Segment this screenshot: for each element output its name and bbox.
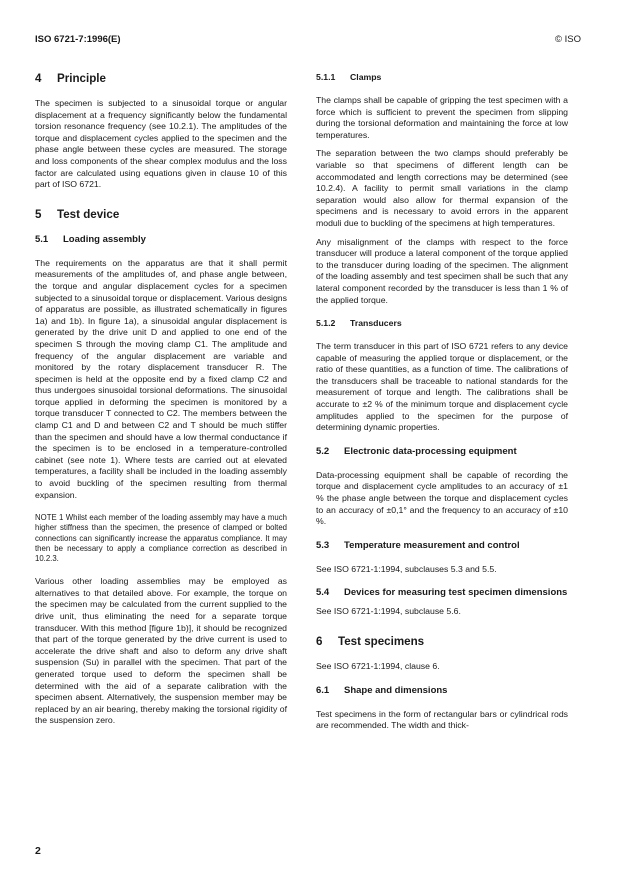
- section-number: 5.4: [316, 587, 330, 599]
- standard-designation: ISO 6721-7:1996(E): [35, 34, 121, 45]
- section-title: Clamps: [350, 72, 382, 82]
- section-5-1-paragraph-1: The requirements on the apparatus are that it shall permit measurements of the amplitudes of, and phase angle between, the torque and angular displacement cycles for a specimen subjected to a sinusoidal torque or displacement. Various designs of apparatus are possible, as illustrated schematically in figures 1a) and 1b). In figure 1a), a sinusoidal angular displacement is generated by the drive unit D and applied to one end of the specimen S through the moving clamp C1. The amplitude and frequency of the angular displacement are variable and monitored by the rotary displacement transducer R. The specimen is held at the opposite end by a fixed clamp C2 and thus undergoes sinusoidal torsional deformations. The sinusoidal torque applied in deforming the specimen is monitored by a torque transducer T connected to C2. The members between the clamp C1 and D and between C2 and T should be much stiffer than the specimen and should have a low thermal conductance if the specimen is to be enclosed in a temperature-controlled cabinet (see note 1). Where tests are carried out at elevated temperatures, a facility shall be included in the loading assembly to avoid buckling of the specimen resulting from thermal expansion.: [35, 257, 287, 500]
- right-column: [316, 72, 568, 732]
- section-number: 5.2: [316, 445, 330, 457]
- section-4-text: The specimen is subjected to a sinusoidal torque or angular displacement at a frequency significantly below the fundamental torsion resonance frequency (see 10.2.1). The amplitudes of the torque and displacement cycles applied to the specimen and the phase angle between these cycles are measured. The storage and loss components of the shear complex modulus and the loss factor are calculated using equations given in clause 10 of this part of ISO 6721.: [35, 98, 287, 190]
- note-1: NOTE 1 Whilst each member of the loading assembly may have a much higher stiffness than the specimen, the presence of clamped or bolted connections can significantly increase the apparatus compliance. It may then be necessary to apply a compliance correction as described in 10.2.3.: [35, 513, 287, 564]
- section-number: 5.1.2: [316, 318, 336, 329]
- copyright-mark: © ISO: [554, 34, 581, 45]
- section-5-4-paragraph-1: See ISO 6721-1:1994, subclause 5.6.: [316, 606, 461, 617]
- section-title: Transducers: [350, 318, 402, 329]
- section-number: 4: [35, 72, 42, 85]
- section-title: Devices for measuring test specimen dimensions: [344, 587, 568, 599]
- section-5-3-heading: [316, 540, 568, 552]
- section-number: 6: [316, 635, 323, 648]
- section-number: 6.1: [316, 684, 330, 696]
- section-5-1-1-paragraph-2: The separation between the two clamps should preferably be variable so that specimens of different length can be accommodated and length corrections may be determined (see 10.2.4). A facility to permit small variations in the clamp separation would also allow for thermal expansion of the specimens and is necessary to avoid errors in the apparent moduli due to buckling of the specimens at high temperatures.: [316, 148, 568, 228]
- left-column: [35, 72, 287, 727]
- section-5-2-paragraph-1: Data-processing equipment shall be capable of recording the torque and displacement cycle amplitudes to an accuracy of ±1 % the phase angle between the torque and displacement cycles to an accuracy of ±0,1° and the frequency to an accuracy of ±10 %.: [316, 469, 568, 527]
- section-6-heading: [316, 635, 568, 649]
- section-5-1-1-paragraph-3: Any misalignment of the clamps with respect to the force transducer will produce a lateral component of the torque applied to the transducer during loading of the specimen. The alignment of the loading assembly and test specimen shall be such that any lateral component recorded by the transducer is less than 1 % of the applied torque.: [316, 236, 568, 305]
- section-5-1-2-paragraph-1: The term transducer in this part of ISO 6721 refers to any device capable of measuring the applied torque or displacement, or the ratio of these quantities, as a function of time. The calibrations of the transducers shall be traceable to national standards for the measurement of torque and length. The calibrations shall be accurate to ±2 % of the minimum torque and displacement cycle amplitudes applied to the specimen for the purpose of determining dynamic properties.: [316, 341, 568, 433]
- section-6-1-heading: [316, 685, 568, 697]
- section-5-2-heading: [316, 446, 568, 458]
- section-title: Loading assembly: [63, 233, 146, 245]
- section-5-4-heading: [316, 587, 568, 599]
- section-6-1-paragraph-1: Test specimens in the form of rectangular bars or cylindrical rods are recommended. The width and thick-: [316, 708, 568, 731]
- section-5-1-1-heading: [316, 72, 568, 83]
- section-title: Test specimens: [338, 635, 425, 648]
- section-5-1-2-heading: [316, 318, 568, 329]
- section-5-1-paragraph-2: Various other loading assemblies may be employed as alternatives to that detailed above. For example, the torque on the specimen may be calculated from the current supplied to the drive unit, thus eliminating the need for a separate torque transducer. With this method [figure 1b)], it should be recognized that part of the torque generated by the drive current is used to accelerate the drive shaft and also to deform any drive shaft suspension (Su) in parallel with the specimen. That part of the generated torque used to deform the specimen shall be determined with the aid of a separate calibration with the specimen absent. Alternatively, the suspension member may be replaced by an air bearing, thereby making the torsional rigidity of the suspension zero.: [35, 576, 287, 726]
- section-title: Principle: [57, 72, 106, 85]
- section-4-heading: [35, 72, 287, 86]
- section-title: Electronic data-processing equipment: [344, 445, 517, 457]
- section-number: 5.3: [316, 539, 330, 551]
- section-title: Test device: [57, 207, 120, 221]
- section-5-3-paragraph-1: See ISO 6721-1:1994, subclauses 5.3 and 5.5.: [316, 563, 497, 574]
- section-5-1-heading: [35, 234, 287, 246]
- section-5-1-1-paragraph-1: The clamps shall be capable of gripping the test specimen with a force which is sufficient to prevent the specimen from slipping during the torsional deformation and maintaining the force at low temperatures.: [316, 95, 568, 140]
- section-title: Temperature measurement and control: [344, 539, 520, 551]
- section-number: 5.1.1: [316, 72, 336, 82]
- page-number: 2: [35, 845, 41, 857]
- section-5-heading: [35, 208, 287, 222]
- section-6-paragraph-1: See ISO 6721-1:1994, clause 6.: [316, 661, 440, 671]
- section-title: Shape and dimensions: [344, 684, 448, 696]
- section-number: 5.1: [35, 233, 49, 245]
- section-number: 5: [35, 207, 42, 221]
